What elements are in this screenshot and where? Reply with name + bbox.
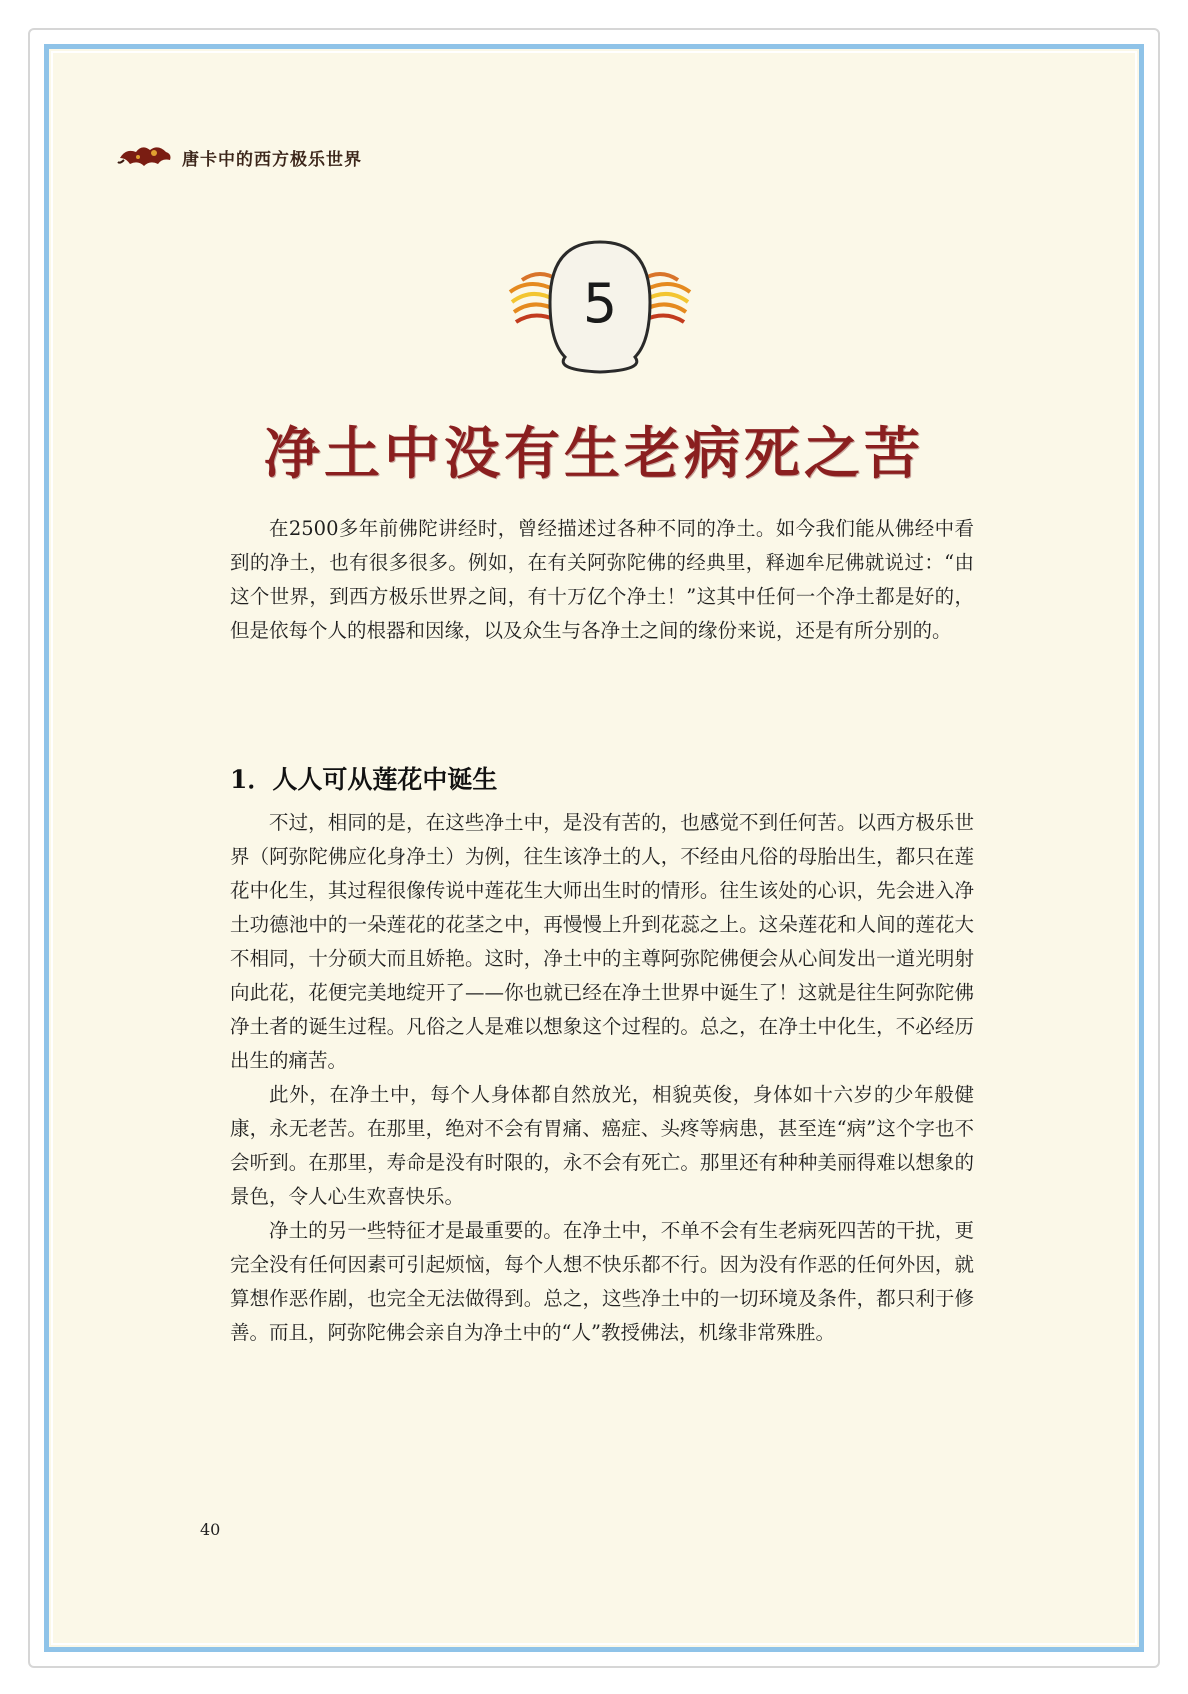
section-paragraph-1: 不过，相同的是，在这些净土中，是没有苦的，也感觉不到任何苦。以西方极乐世界（阿弥陀佛应化身净土）为例，往生该净土的人，不经由凡俗的母胎出生，都只在莲花中化生，其过程很像传说中莲花生大师出生时的情形。往生该处的心识，先会进入净土功德池中的一朵莲花的花茎之中，再慢慢上升到花蕊之上。这朵莲花和人间的莲花大不相同，十分硕大而且娇艳。这时，净土中的主尊阿弥陀佛便会从心间发出一道光明射向此花，花便完美地绽开了——你也就已经在净土世界中诞生了！这就是往生阿弥陀佛净土者的诞生过程。凡俗之人是难以想象这个过程的。总之，在净土中化生，不必经历出生的痛苦。 [230,811,974,1072]
intro-text [230,512,974,648]
page-number: 40 [200,1520,221,1539]
intro-paragraph: 在2500多年前佛陀讲经时，曾经描述过各种不同的净土。如今我们能从佛经中看到的净土，也有很多很多。例如，在有关阿弥陀佛的经典里，释迦牟尼佛就说过：“由这个世界，到西方极乐世界之间，有十万亿个净土！”这其中任何一个净土都是好的，但是依每个人的根器和因缘，以及众生与各净土之间的缘份来说，还是有所分别的。 [230,517,974,642]
chapter-number: 5 [582,272,618,335]
section-paragraph-2: 此外，在净土中，每个人身体都自然放光，相貌英俊，身体如十六岁的少年般健康，永无老苦。在那里，绝对不会有胃痛、癌症、头疼等病患，甚至连“病”这个字也不会听到。在那里，寿命是没有时限的，永不会有死亡。那里还有种种美丽得难以想象的景色，令人心生欢喜快乐。 [230,1083,974,1208]
running-title: 唐卡中的西方极乐世界 [182,149,362,170]
dragon-emblem-icon [116,140,174,174]
section-text [230,806,974,1350]
chapter-emblem [500,232,700,382]
section-paragraph-3: 净土的另一些特征才是最重要的。在净土中，不单不会有生老病死四苦的干扰，更完全没有任何因素可引起烦恼，每个人想不快乐都不行。因为没有作恶的任何外因，就算想作恶作剧，也完全无法做得到。总之，这些净土中的一切环境及条件，都只利于修善。而且，阿弥陀佛会亲自为净土中的“人”教授佛法，机缘非常殊胜。 [230,1219,974,1344]
chapter-title: 净土中没有生老病死之苦 [264,421,924,487]
section-heading: 1．人人可从莲花中诞生 [230,765,498,794]
running-header [116,140,362,174]
